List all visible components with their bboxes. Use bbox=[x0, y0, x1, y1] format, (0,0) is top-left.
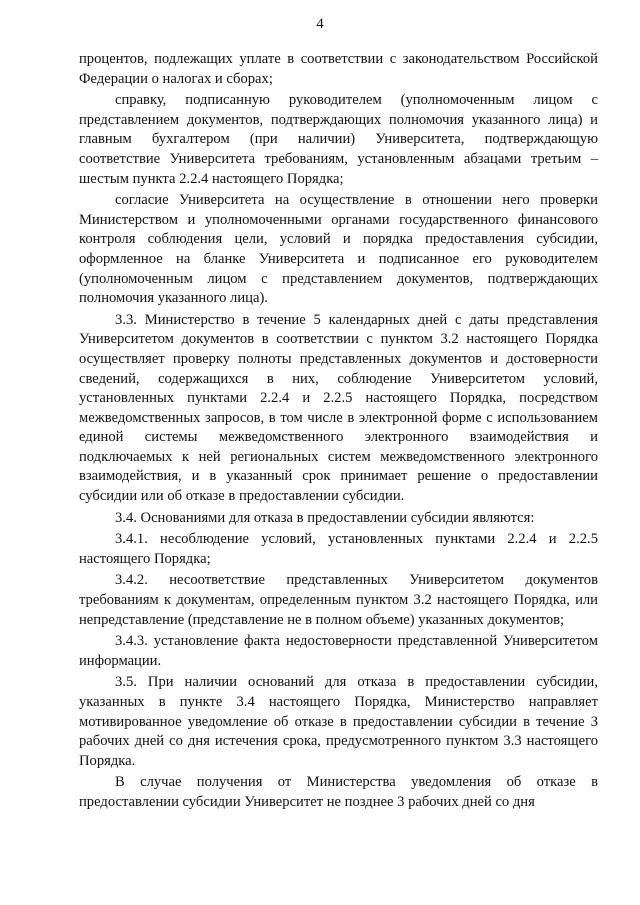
paragraph-3-4: 3.4. Основаниями для отказа в предоставлении субсидии являются: bbox=[115, 509, 535, 526]
paragraph-continuation: процентов, подлежащих уплате в соответствии с законодательством Российской Федерации о налогах и сборах; bbox=[79, 51, 598, 87]
paragraph-3-4-2: 3.4.2. несоответствие представленных Университетом документов требованиям к документам, определенным пунктом 3.2 настоящего Порядка, или непредставление (представление не в полном объеме) указанных документов; bbox=[79, 572, 598, 628]
page-number: 4 bbox=[316, 16, 324, 32]
paragraph-3-3: 3.3. Министерство в течение 5 календарных дней с даты представления Университетом документов в соответствии с пунктом 3.2 настоящего Порядка осуществляет проверку полноты представленных документов и достоверности сведений, содержащихся в них, соблюдение Университетом условий, установленных пунктами 2.2.4 и 2.2.5 настоящего Порядка, посредством межведомственных запросов, в том числе в электронной форме с использованием единой системы межведомственного электронного взаимодействия и подключаемых к ней региональных систем межведомственного электронного взаимодействия, и в указанный срок принимает решение о предоставлении субсидии или об отказе в предоставлении субсидии. bbox=[79, 311, 598, 505]
paragraph-refusal-notice: В случае получения от Министерства уведомления об отказе в предоставлении субсидии Университет не позднее 3 рабочих дней со дня bbox=[79, 774, 598, 810]
paragraph-3-5: 3.5. При наличии оснований для отказа в предоставлении субсидии, указанных в пункте 3.4 настоящего Порядка, Министерство направляет мотивированное уведомление об отказе в предоставлении субсидии в течение 3 рабочих дней со дня истечения срока, предусмотренного пунктом 3.3 настоящего Порядка. bbox=[79, 674, 598, 769]
paragraph-3-4-1: 3.4.1. несоблюдение условий, установленных пунктами 2.2.4 и 2.2.5 настоящего Порядка; bbox=[79, 531, 598, 567]
paragraph-3-4-3: 3.4.3. установление факта недостоверности представленной Университетом информации. bbox=[79, 633, 598, 669]
paragraph-consent: согласие Университета на осуществление в отношении него проверки Министерством и уполномоченными органами государственного финансового контроля соблюдения цели, условий и порядка предоставления субсидии, оформленное на бланке Университета и подписанное его руководителем (уполномоченным лицом с представлением документов, подтверждающих полномочия указанного лица). bbox=[79, 192, 598, 307]
paragraph-certificate: справку, подписанную руководителем (уполномоченным лицом с представлением документов, подтверждающих полномочия указанного лица) и главным бухгалтером (при наличии) Университета, подтверждающую соответствие Университета требованиям, установленным абзацами третьим – шестым пункта 2.2.4 настоящего Порядка; bbox=[79, 92, 598, 187]
document-body bbox=[79, 50, 598, 815]
